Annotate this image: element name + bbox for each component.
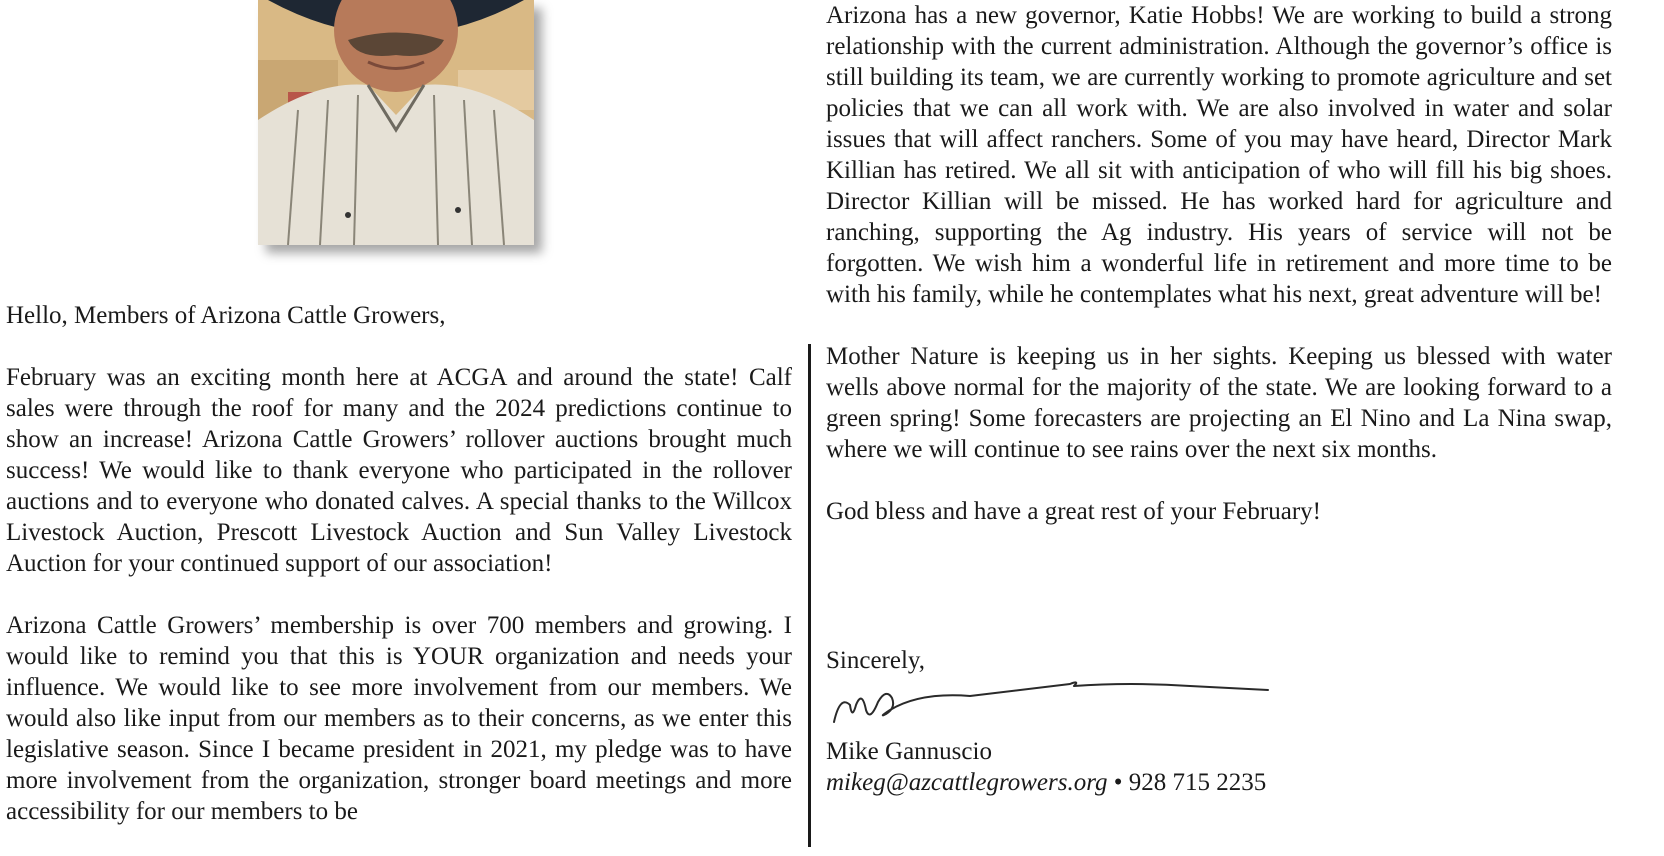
letter-paragraph: Arizona has a new governor, Katie Hobbs! We are working to build a strong relationship with the current administration. Although the governor’s office is still building its team, we are currently working to promote agriculture and set policies that we can all work with. We are also involved in water and solar issues that will affect ranchers. Some of you may have heard, Director Mark Killian has retired. We all sit with anticipation of who will fill his big shoes. Director Killian will be missed. He has worked hard for agriculture and ranching, supporting the Ag industry. His years of service will not be forgotten. We wish him a wonderful life in retirement and more time to be with his family, while he contemplates what his next, great adventure will be! (826, 2, 1612, 308)
letter-right-column (826, 0, 1612, 527)
letter-paragraph: February was an exciting month here at ACGA and around the state! Calf sales were through the roof for many and the 2024 predictions continue to show an increase! Arizona Cattle Growers’ rollover auctions brought much success! We would like to thank everyone who participated in the rollover auctions and to everyone who donated calves. A special thanks to the Willcox Livestock Auction, Prescott Livestock Auction and Sun Valley Livestock Auction for your continued support of our association! (6, 364, 792, 577)
author-photo (258, 0, 534, 245)
letter-paragraph: God bless and have a great rest of your February! (826, 498, 1321, 525)
handwritten-signature (830, 660, 1270, 735)
signer-name: Mike Gannuscio (826, 738, 992, 765)
letter-left-column (6, 300, 792, 827)
contact-separator: • (1107, 769, 1129, 796)
phone-number: 928 715 2235 (1128, 769, 1267, 796)
contact-line (826, 767, 1266, 798)
letter-paragraph: Mother Nature is keeping us in her sights. Keeping us blessed with water wells above normal for the majority of the state. We are looking forward to a green spring! Some forecasters are projecting an El Nino and La Nina swap, where we will continue to see rains over the next six months. (826, 343, 1612, 463)
email-link[interactable]: mikeg@azcattlegrowers.org (826, 769, 1108, 796)
letter-greeting: Hello, Members of Arizona Cattle Growers, (6, 302, 446, 329)
letter-closing: Sincerely, (826, 647, 926, 674)
column-divider (808, 344, 811, 847)
letter-paragraph: Arizona Cattle Growers’ membership is over 700 members and growing. I would like to remind you that this is YOUR organization and needs your influence. We would like to see more involvement from our members. We would also like input from our members as to their concerns, as we enter this legislative season. Since I became president in 2021, my pledge was to have more involvement from the organization, stronger board meetings and more accessibility for our members to be (6, 612, 792, 825)
